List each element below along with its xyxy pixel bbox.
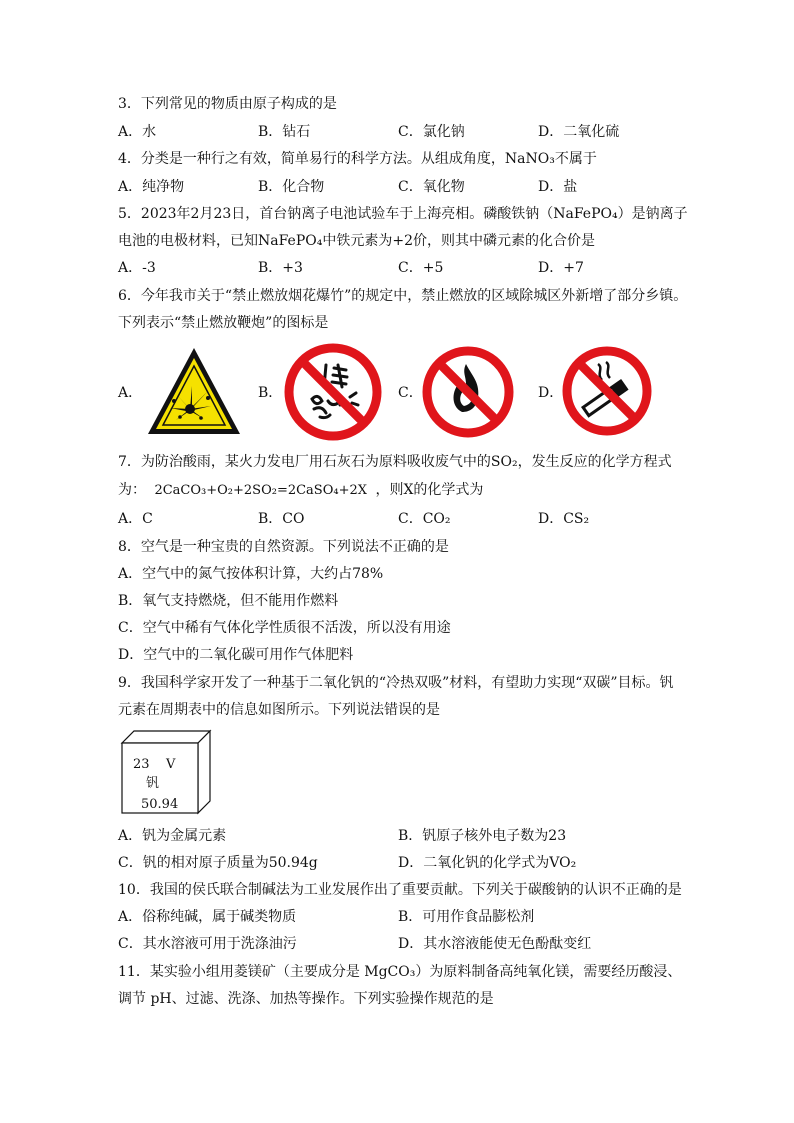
- q6-stem-line2: 下列表示“禁止燃放鞭炮”的图标是: [118, 315, 329, 331]
- q7-stem-line2: [118, 480, 483, 501]
- q7-prefix: 为：: [118, 482, 146, 498]
- q9-option-c: C．钒的相对原子质量为50.94g: [118, 855, 318, 871]
- q3-option-b: B．钻石: [258, 124, 311, 140]
- q5-stem-line1: 5．2023年2月23日，首台钠离子电池试验车于上海亮相。磷酸铁钠（NaFePO₄）是钠离子: [118, 206, 688, 222]
- q5-option-b: B．+3: [258, 260, 303, 276]
- q11-stem-line1: 11．某实验小组用菱镁矿（主要成分是 MgCO₃）为原料制备高纯氧化镁，需要经历酸浸、: [118, 964, 682, 980]
- q7-option-b: B．CO: [258, 511, 305, 527]
- q6-label-a: A．: [118, 385, 143, 401]
- no-fire-icon: [422, 346, 514, 438]
- q7-equation: 2CaCO₃+O₂+2SO₂=2CaSO₄+2X: [154, 483, 367, 498]
- q10-option-c: C．其水溶液可用于洗涤油污: [118, 936, 297, 952]
- q11-stem-line2: 调节 pH、过滤、洗涤、加热等操作。下列实验操作规范的是: [118, 991, 494, 1007]
- explosive-warning-icon: [146, 346, 242, 438]
- element-atomic-number: 23: [133, 757, 150, 772]
- q9-option-d: D．二氧化钒的化学式为VO₂: [398, 855, 577, 871]
- q6-label-d: D．: [538, 385, 564, 401]
- q8-option-d: D．空气中的二氧化碳可用作气体肥料: [118, 647, 354, 663]
- q4-option-c: C．氧化物: [398, 179, 465, 195]
- q9-stem-line2: 元素在周期表中的信息如图所示。下列说法错误的是: [118, 702, 440, 718]
- q7-option-c: C．CO₂: [398, 511, 451, 527]
- q5-option-d: D．+7: [538, 260, 584, 276]
- q8-stem: 8．空气是一种宝贵的自然资源。下列说法不正确的是: [118, 539, 449, 555]
- q5-stem-line2: 电池的电极材料，已知NaFePO₄中铁元素为+2价，则其中磷元素的化合价是: [118, 233, 595, 249]
- q10-option-b: B．可用作食品膨松剂: [398, 909, 535, 925]
- q9-option-a: A．钒为金属元素: [118, 828, 227, 844]
- q10-option-d: D．其水溶液能使无色酚酞变红: [398, 936, 592, 952]
- q6-label-c: C．: [398, 385, 423, 401]
- q8-option-b: B．氧气支持燃烧，但不能用作燃料: [118, 593, 339, 609]
- q6-stem-line1: 6．今年我市关于“禁止燃放烟花爆竹”的规定中，禁止燃放的区域除城区外新增了部分乡镇。: [118, 288, 688, 304]
- q6-label-b: B．: [258, 385, 283, 401]
- q10-option-a: A．俗称纯碱，属于碱类物质: [118, 909, 297, 925]
- q7-stem-line1: 7．为防治酸雨，某火力发电厂用石灰石为原料吸收废气中的SO₂，发生反应的化学方程式: [118, 454, 672, 470]
- q5-option-c: C．+5: [398, 260, 444, 276]
- q3-option-d: D．二氧化硫: [538, 124, 620, 140]
- element-name: 钒: [146, 776, 160, 791]
- q7-option-a: A．C: [118, 511, 153, 527]
- q4-option-d: D．盐: [538, 179, 578, 195]
- q4-option-b: B．化合物: [258, 179, 325, 195]
- q3-option-a: A．水: [118, 124, 157, 140]
- q5-option-a: A．-3: [118, 260, 156, 276]
- q4-option-a: A．纯净物: [118, 179, 185, 195]
- q9-stem-line1: 9．我国科学家开发了一种基于二氧化钒的“冷热双吸”材料，有望助力实现“双碳”目标。钒: [118, 675, 674, 691]
- element-mass: 50.94: [141, 797, 179, 812]
- q4-stem: 4．分类是一种行之有效，简单易行的科学方法。从组成角度，NaNO₃不属于: [118, 151, 597, 167]
- q7-option-d: D．CS₂: [538, 511, 590, 527]
- no-smoking-icon: [562, 346, 652, 436]
- q8-option-c: C．空气中稀有气体化学性质很不活泼，所以没有用途: [118, 620, 451, 636]
- element-symbol: V: [166, 757, 176, 772]
- q10-stem: 10．我国的侯氏联合制碱法为工业发展作出了重要贡献。下列关于碳酸钠的认识不正确的是: [118, 882, 682, 898]
- q7-suffix: ，则X的化学式为: [375, 482, 484, 498]
- no-firecrackers-icon: [284, 343, 382, 441]
- q8-option-a: A．空气中的氮气按体积计算，大约占78%: [118, 566, 384, 582]
- q3-stem: 3．下列常见的物质由原子构成的是: [118, 96, 337, 112]
- q9-option-b: B．钒原子核外电子数为23: [398, 828, 567, 844]
- q3-option-c: C．氯化钠: [398, 124, 465, 140]
